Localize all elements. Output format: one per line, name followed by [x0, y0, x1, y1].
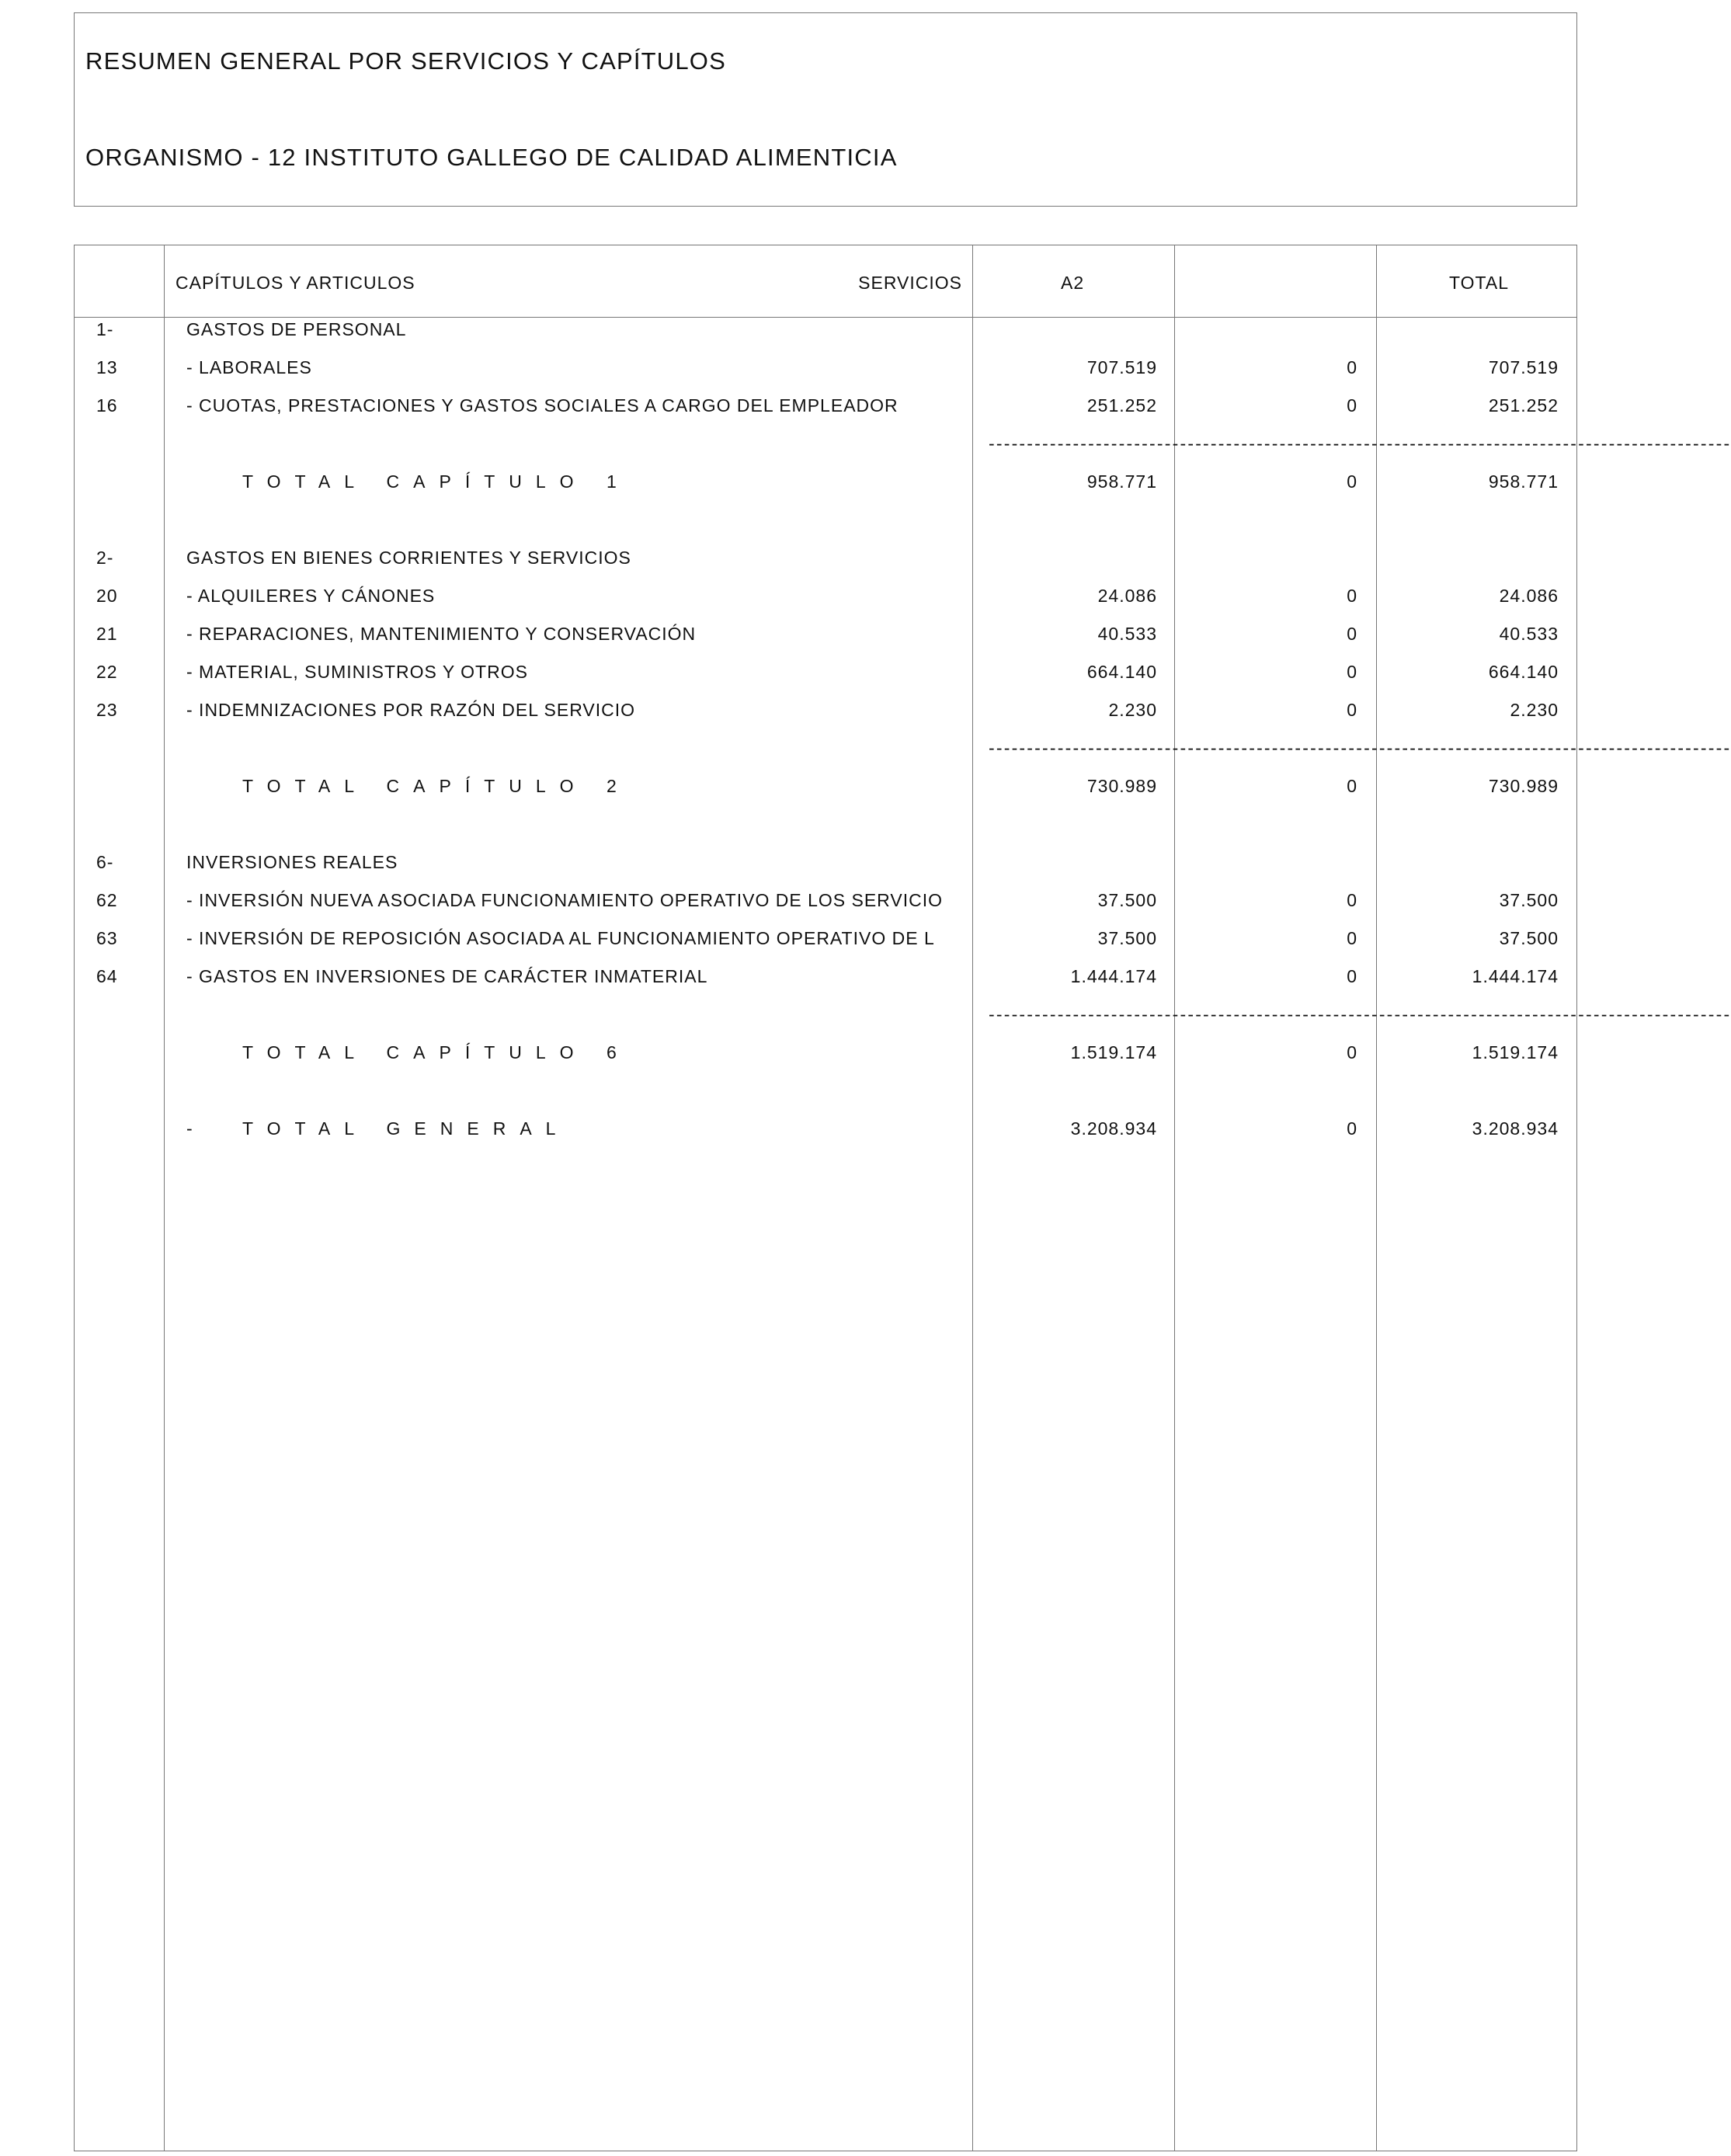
article-code: 64 [96, 966, 118, 986]
article-code: 16 [96, 395, 118, 416]
column-header-chapters: CAPÍTULOS Y ARTICULOS [176, 273, 415, 293]
article-code: 62 [96, 890, 118, 910]
article-label: - MATERIAL, SUMINISTROS Y OTROS [186, 662, 528, 682]
chapter-total-label: TOTAL CAPÍTULO 1 [242, 471, 631, 492]
article-code: 23 [96, 700, 118, 720]
report-header [74, 12, 1577, 207]
budget-table [74, 245, 1731, 2151]
chapter-total-total: 1.519.174 [1472, 1042, 1559, 1062]
article-total-value: 1.444.174 [1472, 966, 1559, 986]
separator-line: ------------------------------------------------------------------------------------------------- [989, 433, 1731, 454]
chapter-code: 2- [96, 548, 114, 568]
article-label: - INVERSIÓN NUEVA ASOCIADA FUNCIONAMIENTO OPERATIVO DE LOS SERVICIO [186, 890, 943, 910]
article-label: - ALQUILERES Y CÁNONES [186, 586, 436, 606]
column-header-a2: A2 [1061, 273, 1085, 293]
article-total-value: 37.500 [1499, 890, 1559, 910]
article-code: 13 [96, 357, 118, 377]
article-total-value: 37.500 [1499, 928, 1559, 948]
article-total-value: 251.252 [1488, 395, 1559, 416]
chapter-total-mid: 0 [1347, 471, 1357, 492]
article-label: - INVERSIÓN DE REPOSICIÓN ASOCIADA AL FUNCIONAMIENTO OPERATIVO DE L [186, 928, 935, 948]
article-total-value: 40.533 [1499, 624, 1559, 644]
article-label: - REPARACIONES, MANTENIMIENTO Y CONSERVACIÓN [186, 624, 697, 644]
article-mid-value: 0 [1347, 586, 1357, 606]
article-total-value: 664.140 [1488, 662, 1559, 682]
article-label: - GASTOS EN INVERSIONES DE CARÁCTER INMATERIAL [186, 966, 708, 986]
article-a2-value: 40.533 [1097, 624, 1157, 644]
article-mid-value: 0 [1347, 890, 1357, 910]
chapter-total-label: TOTAL CAPÍTULO 2 [242, 776, 631, 796]
chapter-total-total: 730.989 [1488, 776, 1559, 796]
article-mid-value: 0 [1347, 662, 1357, 682]
column-divider [972, 245, 973, 2151]
organism-title: ORGANISMO - 12 INSTITUTO GALLEGO DE CALIDAD ALIMENTICIA [85, 144, 898, 171]
article-code: 21 [96, 624, 118, 644]
article-a2-value: 1.444.174 [1070, 966, 1157, 986]
grand-total-label: TOTAL GENERAL [242, 1118, 570, 1139]
column-divider [1174, 245, 1175, 2151]
article-total-value: 24.086 [1499, 586, 1559, 606]
report-title: RESUMEN GENERAL POR SERVICIOS Y CAPÍTULOS [85, 47, 726, 75]
article-mid-value: 0 [1347, 624, 1357, 644]
chapter-total-a2: 958.771 [1086, 471, 1157, 492]
article-mid-value: 0 [1347, 395, 1357, 416]
header-divider [75, 317, 1576, 318]
grand-total-a2: 3.208.934 [1070, 1118, 1157, 1139]
chapter-code: 6- [96, 852, 114, 872]
article-a2-value: 24.086 [1097, 586, 1157, 606]
article-a2-value: 2.230 [1108, 700, 1157, 720]
chapter-total-total: 958.771 [1488, 471, 1559, 492]
article-label: - LABORALES [186, 357, 312, 377]
separator-line: ------------------------------------------------------------------------------------------------- [989, 1004, 1731, 1024]
chapter-title: INVERSIONES REALES [186, 852, 398, 872]
article-label: - INDEMNIZACIONES POR RAZÓN DEL SERVICIO [186, 700, 636, 720]
article-mid-value: 0 [1347, 357, 1357, 377]
grand-total-mid: 0 [1347, 1118, 1357, 1139]
article-label: - CUOTAS, PRESTACIONES Y GASTOS SOCIALES A CARGO DEL EMPLEADOR [186, 395, 899, 416]
grand-total-dash: - [186, 1118, 193, 1139]
article-a2-value: 664.140 [1086, 662, 1157, 682]
column-divider [164, 245, 165, 2151]
column-header-total: TOTAL [1449, 273, 1509, 293]
article-mid-value: 0 [1347, 928, 1357, 948]
article-code: 20 [96, 586, 118, 606]
grand-total-total: 3.208.934 [1472, 1118, 1559, 1139]
chapter-title: GASTOS EN BIENES CORRIENTES Y SERVICIOS [186, 548, 631, 568]
separator-line: ------------------------------------------------------------------------------------------------- [989, 738, 1731, 758]
article-total-value: 707.519 [1488, 357, 1559, 377]
chapter-title: GASTOS DE PERSONAL [186, 319, 407, 339]
chapter-code: 1- [96, 319, 114, 339]
chapter-total-a2: 730.989 [1086, 776, 1157, 796]
article-a2-value: 251.252 [1086, 395, 1157, 416]
article-a2-value: 37.500 [1097, 890, 1157, 910]
chapter-total-mid: 0 [1347, 776, 1357, 796]
chapter-total-mid: 0 [1347, 1042, 1357, 1062]
article-a2-value: 707.519 [1086, 357, 1157, 377]
chapter-total-label: TOTAL CAPÍTULO 6 [242, 1042, 631, 1062]
article-code: 22 [96, 662, 118, 682]
column-divider [1376, 245, 1377, 2151]
article-total-value: 2.230 [1510, 700, 1559, 720]
article-mid-value: 0 [1347, 700, 1357, 720]
chapter-total-a2: 1.519.174 [1070, 1042, 1157, 1062]
article-mid-value: 0 [1347, 966, 1357, 986]
article-code: 63 [96, 928, 118, 948]
column-header-services: SERVICIOS [858, 273, 962, 293]
article-a2-value: 37.500 [1097, 928, 1157, 948]
